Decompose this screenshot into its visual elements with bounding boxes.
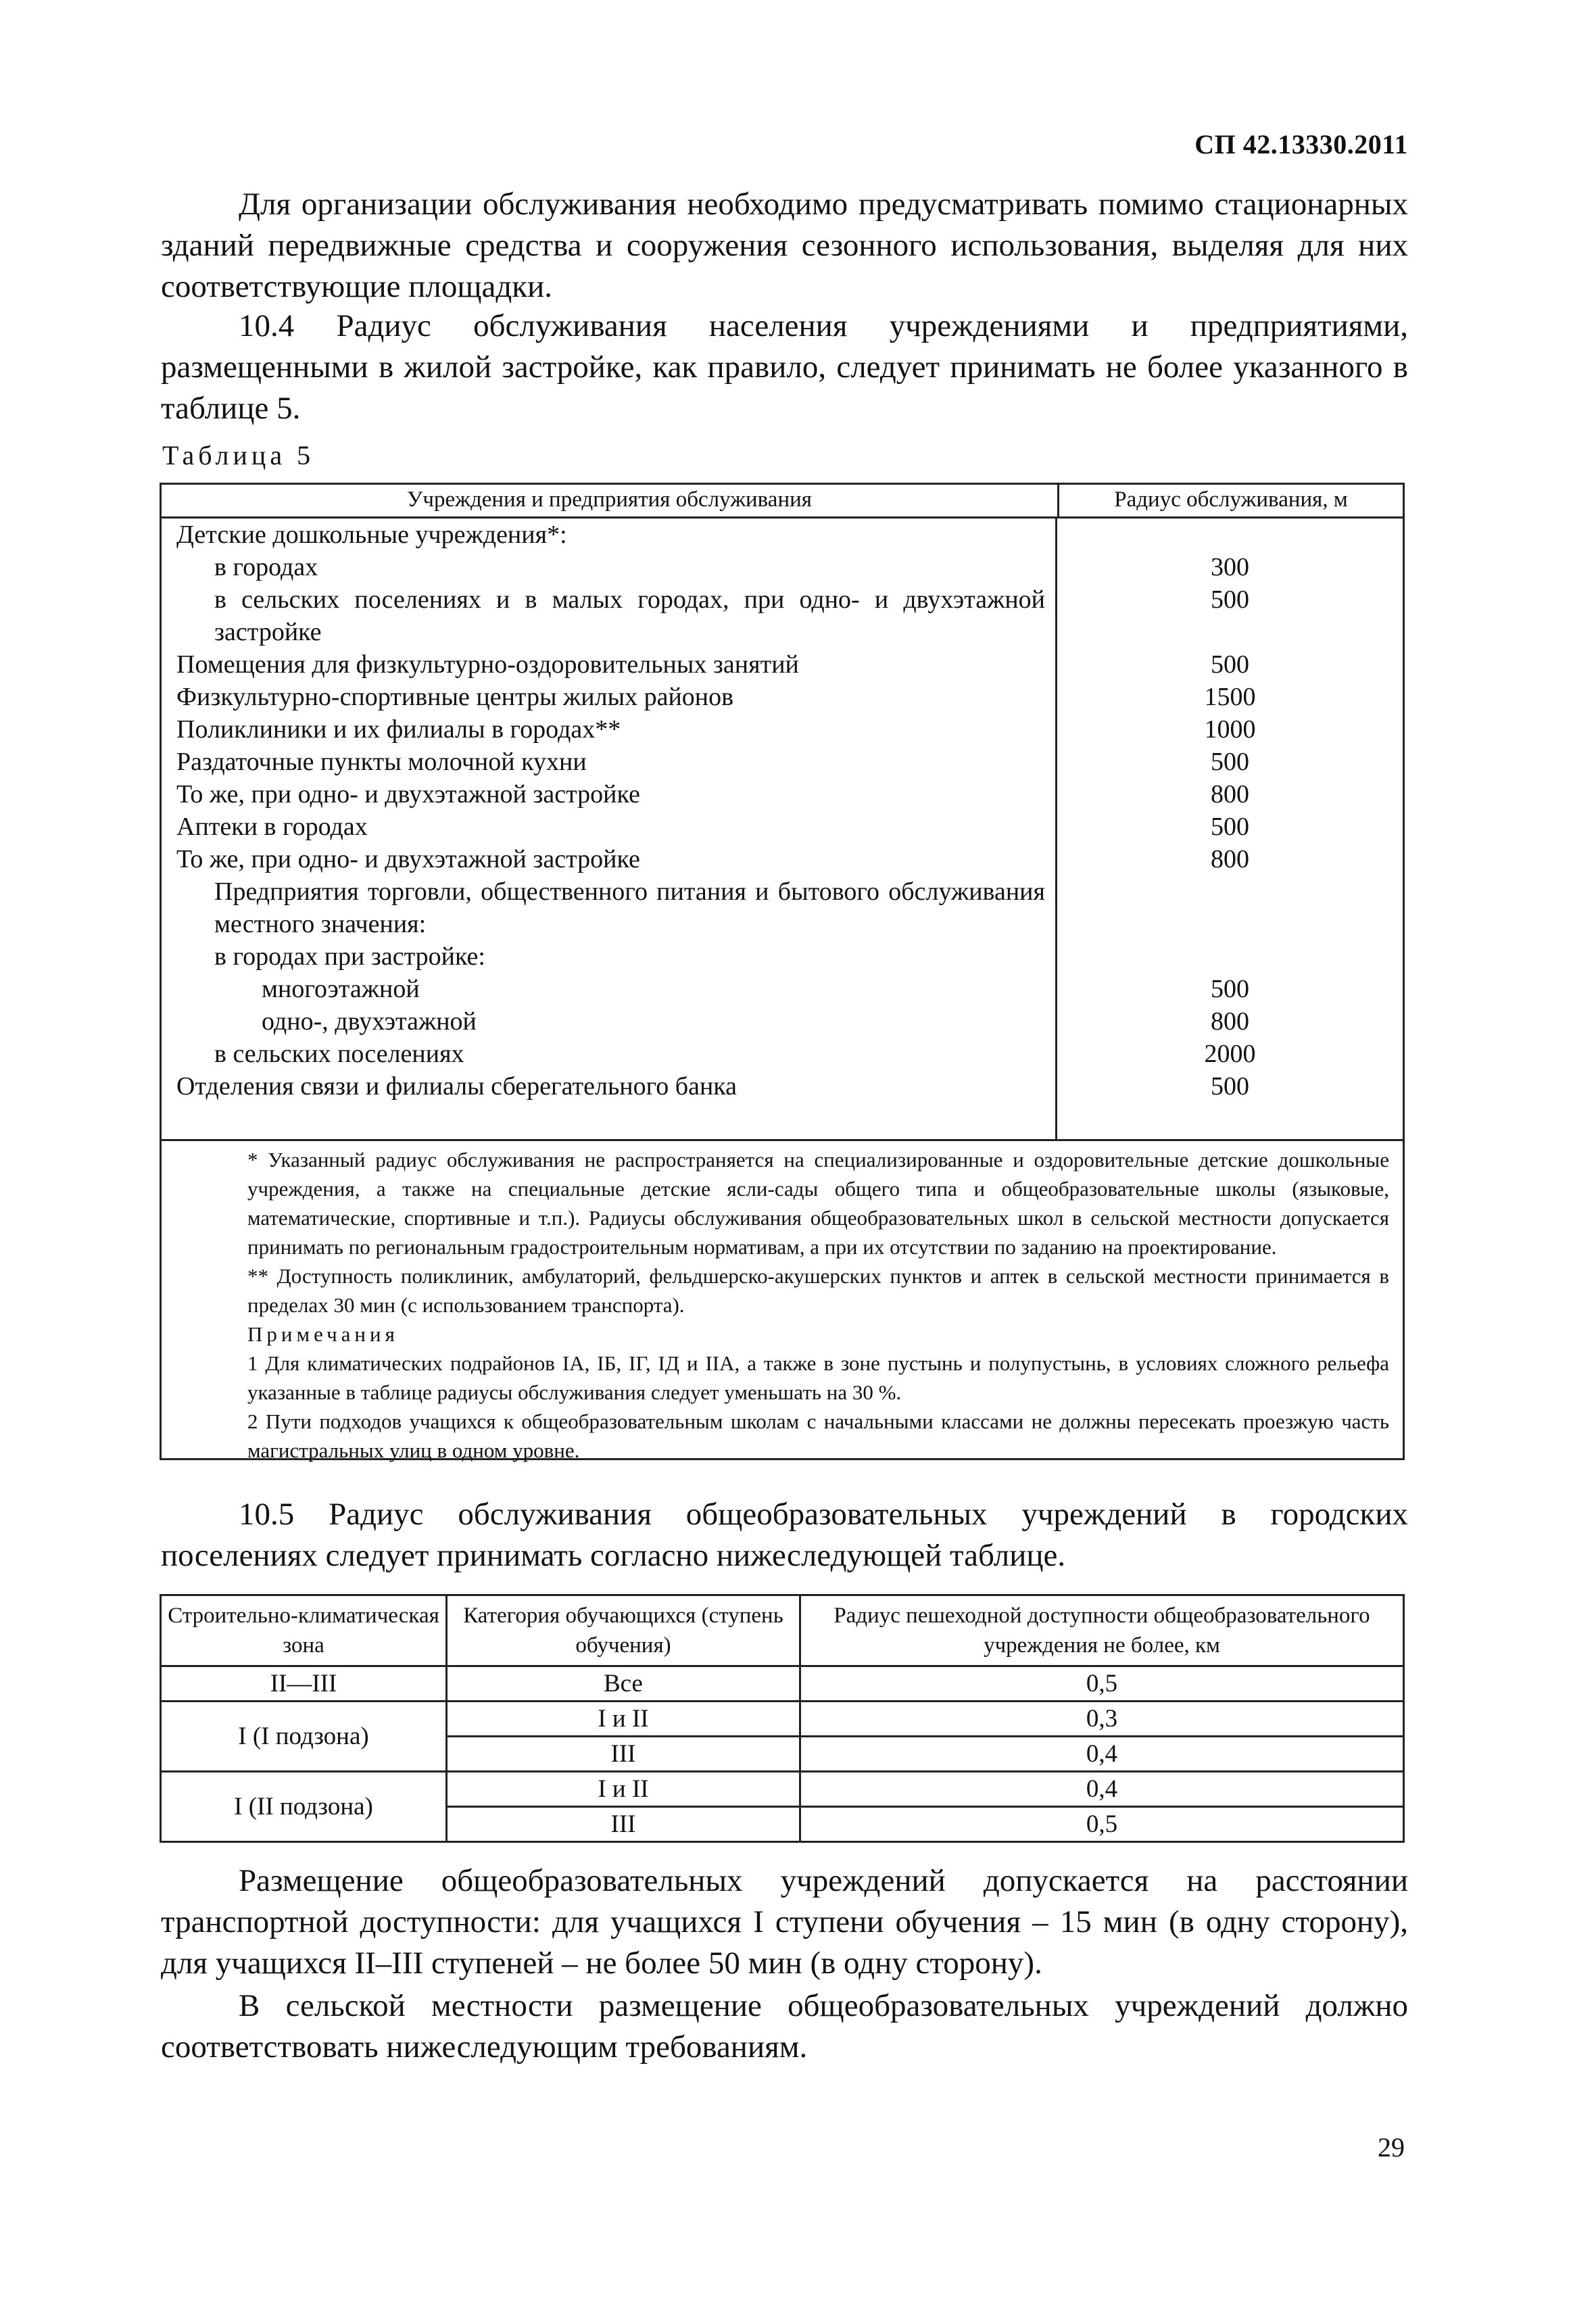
table-row [162,746,1403,778]
document-code: СП 42.13330.2011 [1194,129,1408,160]
footnote: ** Доступность поликлиник, амбулаторий, фельдшерско-акушерских пунктов и аптек в сельской местности принимается в пределах 30 мин (с использованием транспорта). [247,1264,1389,1317]
cell-category: Все [447,1666,800,1702]
row-value: 800 [1211,845,1249,873]
table-row [162,1038,1403,1070]
table-header-row [161,1595,1404,1666]
row-value: 500 [1211,585,1249,614]
row-name: Поликлиники и их филиалы в городах** [176,715,621,744]
table-row [162,875,1403,940]
row-value: 500 [1211,650,1249,679]
table-row [162,681,1403,713]
row-name: То же, при одно- и двухэтажной застройке [176,845,640,873]
row-name: То же, при одно- и двухэтажной застройке [176,780,640,809]
row-name: Помещения для физкультурно-оздоровительных занятий [176,650,799,679]
row-value [1057,875,1403,940]
row-name: в городах [214,553,318,581]
cell-category: I и II [447,1702,800,1737]
row-name: одно-, двухэтажной [262,1007,477,1036]
table-row [162,583,1403,648]
table-5-header [162,485,1403,518]
row-value [1057,940,1403,973]
row-name: Раздаточные пункты молочной кухни [176,748,587,776]
cell-category: I и II [447,1772,800,1807]
row-value: 2000 [1204,1040,1256,1068]
cell-radius: 0,5 [800,1666,1404,1702]
row-name: в городах при застройке: [214,942,485,971]
table-row [162,973,1403,1005]
cell-zone: I (II подзона) [161,1772,447,1842]
note: 1 Для климатических подрайонов IА, IБ, IГ, IД и IIА, а также в зоне пустынь и полупустынь, в условиях сложного рельефа указанные в таблице радиусы обслуживания следует уменьшать на 30 %. [247,1351,1389,1404]
table-row [162,551,1403,583]
row-value: 1000 [1204,715,1256,744]
cell-category: III [447,1807,800,1842]
table-5-notes [162,1139,1403,1465]
paragraph-10-5: 10.5 Радиус обслуживания общеобразовательных учреждений в городских поселениях следует принимать согласно нижеследующей таблице. [161,1497,1408,1573]
row-value: 500 [1211,1072,1249,1101]
cell-radius: 0,5 [800,1807,1404,1842]
table-5 [160,483,1405,1460]
paragraph-service-organization: Для организации обслуживания необходимо предусматривать помимо стационарных зданий передвижные средства и сооружения сезонного использования, выделяя для них соответствующие площадки. [161,187,1408,304]
paragraph-rural: В сельской местности размещение общеобразовательных учреждений должно соответствовать нижеследующим требованиям. [161,1988,1408,2065]
table-row [162,1070,1403,1103]
table-5-body [162,518,1403,1139]
row-value: 500 [1211,975,1249,1003]
row-value: 1500 [1204,683,1256,711]
row-value: 800 [1211,780,1249,809]
table-row [161,1666,1404,1702]
cell-category: III [447,1737,800,1772]
table-5-caption: Таблица 5 [162,440,315,471]
school-radius-table [160,1594,1405,1843]
row-name: многоэтажной [262,975,420,1003]
table-row [161,1702,1404,1737]
row-name: Детские дошкольные учреждения*: [176,521,567,549]
header-radius: Радиус пешеходной доступности общеобразовательного учреждения не более, км [800,1595,1404,1666]
notes-title: Примечания [247,1322,399,1346]
row-name: Аптеки в городах [176,813,368,841]
row-value: 500 [1211,748,1249,776]
header-category: Категория обучающихся (ступень обучения) [447,1595,800,1666]
table-row [162,843,1403,875]
table-row [161,1772,1404,1807]
table-row [162,778,1403,811]
row-value: 800 [1211,1007,1249,1036]
cell-radius: 0,4 [800,1772,1404,1807]
cell-radius: 0,4 [800,1737,1404,1772]
table-row [162,518,1403,551]
note: 2 Пути подходов учащихся к общеобразовательным школам с начальными классами не должны пересекать проезжую часть магистральных улиц в одном уровне. [247,1409,1389,1462]
row-value: 500 [1211,813,1249,841]
table-5-header-radius: Радиус обслуживания, м [1114,487,1348,512]
paragraph-10-4: 10.4 Радиус обслуживания населения учреждениями и предприятиями, размещенными в жилой застройке, как правило, следует принимать не более указанного в таблице 5. [161,308,1408,426]
table-row [162,713,1403,746]
cell-zone: II—III [161,1666,447,1702]
footnote: * Указанный радиус обслуживания не распространяется на специализированные и оздоровительные детские дошкольные учреждения, а также на специальные детские ясли-сады общего типа и общеобразовательные школы (языковые, математические, спортивные и т.п.). Радиусы обслуживания общеобразовательных школ в сельской местности допускается принимать по региональным градостроительным нормативам, а при их отсутствии по заданию на проектирование. [247,1148,1389,1259]
table-row [162,1005,1403,1038]
paragraph-transport-access: Размещение общеобразовательных учреждений допускается на расстоянии транспортной доступности: для учащихся I ступени обучения – 15 мин (в одну сторону), для учащихся II–III ступеней – не более 50 мин (в одну сторону). [161,1863,1408,1981]
page-number: 29 [1378,2132,1405,2163]
table-5-header-institutions: Учреждения и предприятия обслуживания [162,485,1059,516]
row-name: в сельских поселениях и в малых городах, при одно- и двухэтажной застройке [214,585,1045,646]
row-name: в сельских поселениях [214,1040,464,1068]
table-row [162,811,1403,843]
cell-zone: I (I подзона) [161,1702,447,1772]
row-name: Отделения связи и филиалы сберегательного банка [176,1072,737,1101]
table-row [162,940,1403,973]
row-name: Физкультурно-спортивные центры жилых районов [176,683,734,711]
header-zone: Строительно-климатическая зона [161,1595,447,1666]
row-name: Предприятия торговли, общественного питания и бытового обслуживания местного значения: [214,877,1045,938]
table-row [162,648,1403,681]
row-value: 300 [1211,553,1249,581]
cell-radius: 0,3 [800,1702,1404,1737]
row-value [1057,518,1403,551]
